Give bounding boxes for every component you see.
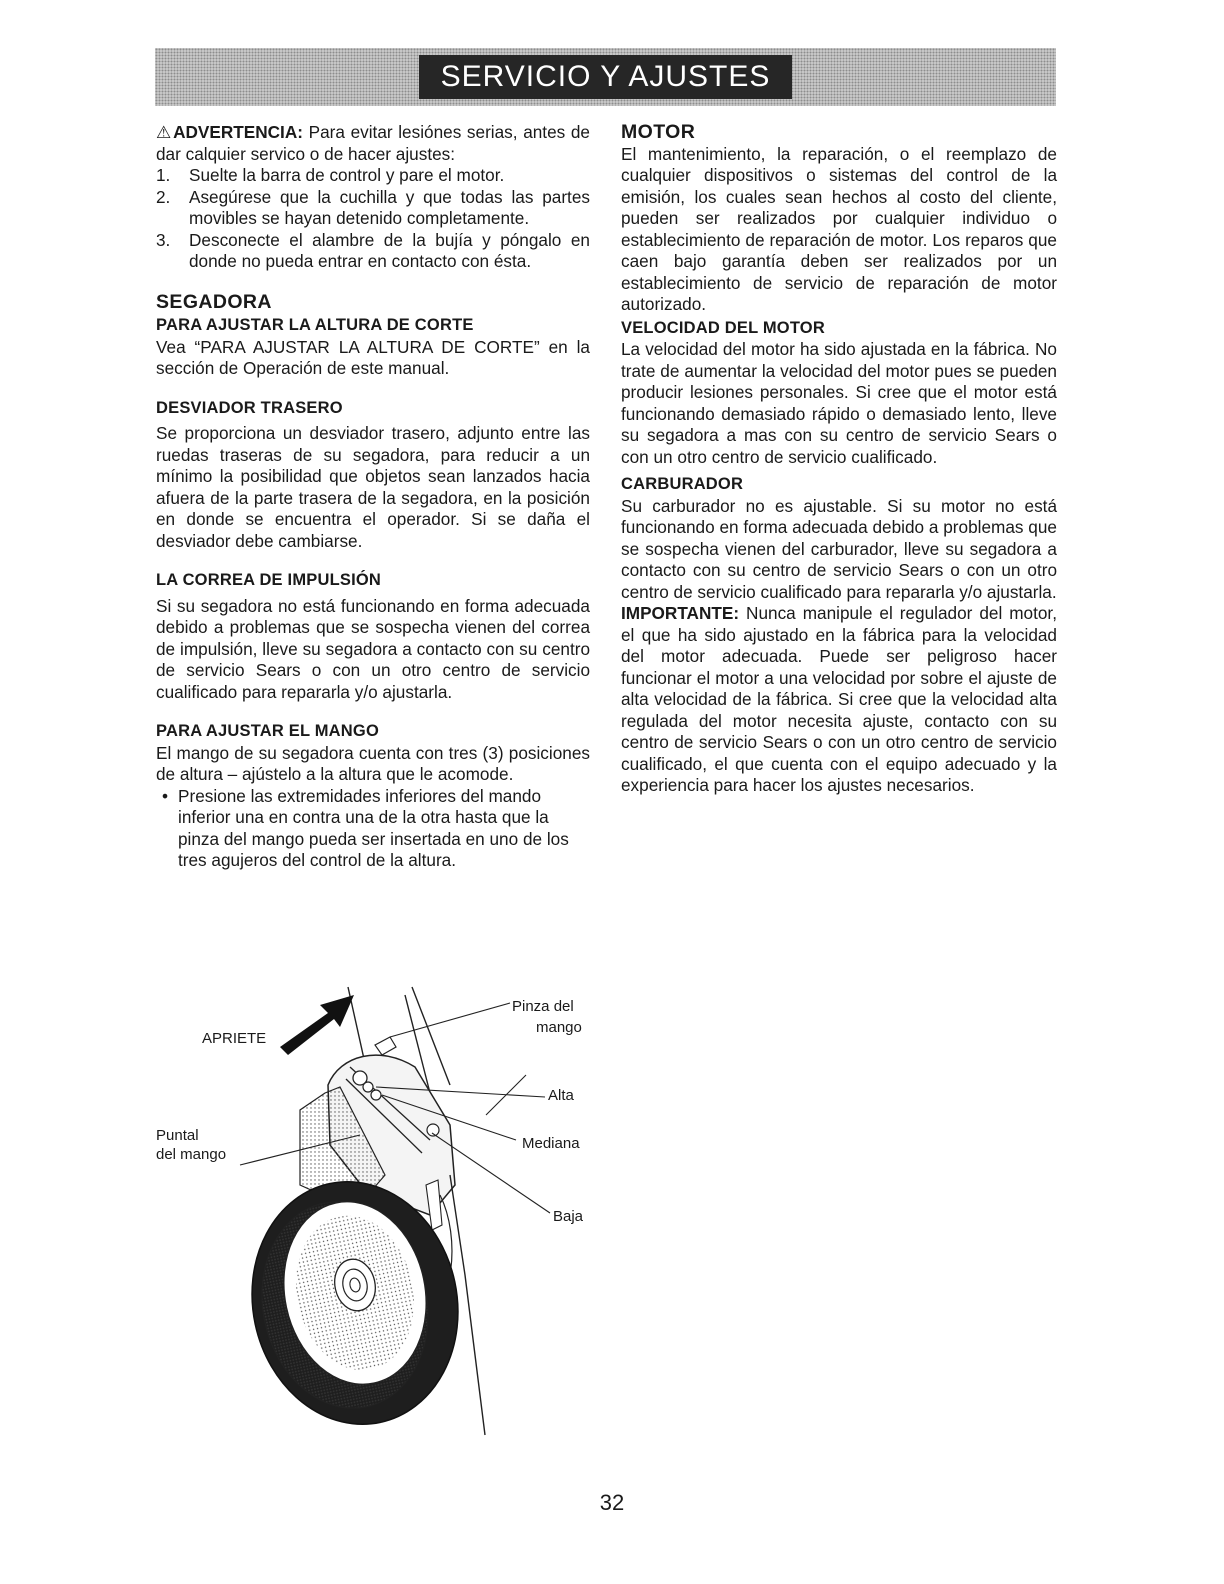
desviador-heading: DESVIADOR TRASERO: [156, 398, 343, 417]
pinza-label-line2: mango: [536, 1019, 582, 1036]
carburador-text: Su carburador no es ajustable. Si su motor no está funcionando en forma adecuada debido a problemas que se sospecha vienen del carburador, lleve su segadora a contacto con su centro de servicio Sears o con un otro centro de servicio cualificado para repararla y/o ajustarla.: [621, 495, 1057, 602]
altura-heading: PARA AJUSTAR LA ALTURA DE CORTE: [156, 316, 474, 334]
desviador-text: Se proporciona un desviador trasero, adjunto entre las ruedas traseras de su segadora, para reducir a un mínimo la posibilidad que objetos sean lanzados hacia afuera de la parte trasera de la segadora, en la posición en donde se encuentra el operador. Si se daña el desviador debe cambiarse.: [156, 423, 590, 551]
warning-step: [156, 230, 590, 273]
step-number: 1.: [156, 165, 171, 185]
pinza-label-line1: Pinza del: [512, 998, 574, 1015]
warning-triangle-icon: ⚠: [156, 123, 173, 142]
alta-label: Alta: [548, 1087, 574, 1104]
velocidad-heading: VELOCIDAD DEL MOTOR: [621, 318, 825, 337]
motor-text: El mantenimiento, la reparación, o el reemplazo de cualquier dispositivos o sistemas del control de la emisión, los cuales sean hechos al costo del cliente, pueden ser realizados por cualquier individuo o establecimiento de reparación de motor. Los reparos que caen bajo garantía deben ser realizados por un establecimiento de servicio de reparación de motor autorizado.: [621, 143, 1057, 314]
importante-block: [621, 603, 1057, 797]
step-number: 3.: [156, 229, 171, 250]
warning-step: [156, 165, 590, 187]
puntal-label-line2: del mango: [156, 1146, 227, 1163]
warning-steps: [156, 165, 590, 273]
step-text: Desconecte el alambre de la bujía y póngalo en donde no pueda entrar en contacto con ésta.: [189, 229, 590, 271]
velocidad-text: La velocidad del motor ha sido ajustada en la fábrica. No trate de aumentar la velocidad del motor pues se pueden producir lesiones personales. Si cree que el motor está funcionando demasiado rápido o demasiado lento, lleve su segadora a mas con su centro de servicio Sears o con un otro centro de servicio cualificado.: [621, 339, 1057, 467]
mango-bullet: • Presione las extremidades inferiores del mando inferior una en contra una de la otra hasta que la pinza del mango pueda ser insertada en uno de los tres agujeros del control de la altura.: [156, 786, 590, 872]
segadora-heading: SEGADORA: [156, 290, 272, 313]
warning-text: Para evitar lesiónes serias, antes de dar calquier servico o de hacer ajustes:: [156, 122, 590, 164]
mango-heading: PARA AJUSTAR EL MANGO: [156, 722, 379, 740]
mango-bullets: [156, 786, 590, 872]
mediana-label: Mediana: [522, 1135, 580, 1152]
warning-step: [156, 187, 590, 230]
page-title: SERVICIO Y AJUSTES: [419, 55, 793, 99]
correa-heading: LA CORREA DE IMPULSIÓN: [156, 571, 382, 589]
correa-text: Si su segadora no está funcionando en forma adecuada debido a problemas que se sospecha vienen del correa de impulsión, lleve su segadora a contacto con su centro de servicio Sears o con un otro centro de servicio cualificado para repararla y/o ajustarla.: [156, 595, 590, 702]
importante-text: Nunca manipule el regulador del motor, el que ha sido ajustado en la fábrica para la velocidad del motor adecuada. Puede ser peligroso hacer funcionar el motor a una velocidad por sobre el ajuste de alta velocidad de la fábrica. Si cree que la velocidad alta regulada del motor necesita ajuste, contacto con su centro de servicio Sears o con un otro centro de servicio cualificado, el que cuenta con el equipo adecuado y la experiencia para hacer los ajustes necesarios.: [621, 603, 1057, 795]
carburador-heading: CARBURADOR: [621, 475, 744, 493]
right-column: [621, 122, 1057, 797]
step-text: Suelte la barra de control y pare el motor.: [189, 165, 505, 185]
handle-adjustment-figure: [150, 975, 610, 1445]
baja-label: Baja: [553, 1208, 584, 1225]
warning-label: ADVERTENCIA:: [173, 122, 303, 142]
rear-wheel: [230, 1162, 480, 1443]
motor-heading: MOTOR: [621, 121, 696, 143]
section-banner: [155, 48, 1056, 106]
squeeze-arrow-icon: [280, 995, 354, 1055]
warning-block: [156, 122, 590, 165]
step-number: 2.: [156, 186, 171, 207]
apriete-label: APRIETE: [202, 1030, 267, 1047]
left-column: [156, 122, 590, 872]
page-number: 32: [599, 1490, 625, 1515]
importante-label: IMPORTANTE:: [621, 603, 740, 623]
mango-text: El mango de su segadora cuenta con tres (3) posiciones de altura – ajústelo a la altura que le acomode.: [156, 742, 590, 784]
altura-text: Vea “PARA AJUSTAR LA ALTURA DE CORTE” en la sección de Operación de este manual.: [156, 336, 590, 378]
puntal-label-line1: Puntal: [156, 1127, 199, 1144]
step-text: Asegúrese que la cuchilla y que todas las partes movibles se hayan detenido completamente.: [189, 186, 590, 228]
